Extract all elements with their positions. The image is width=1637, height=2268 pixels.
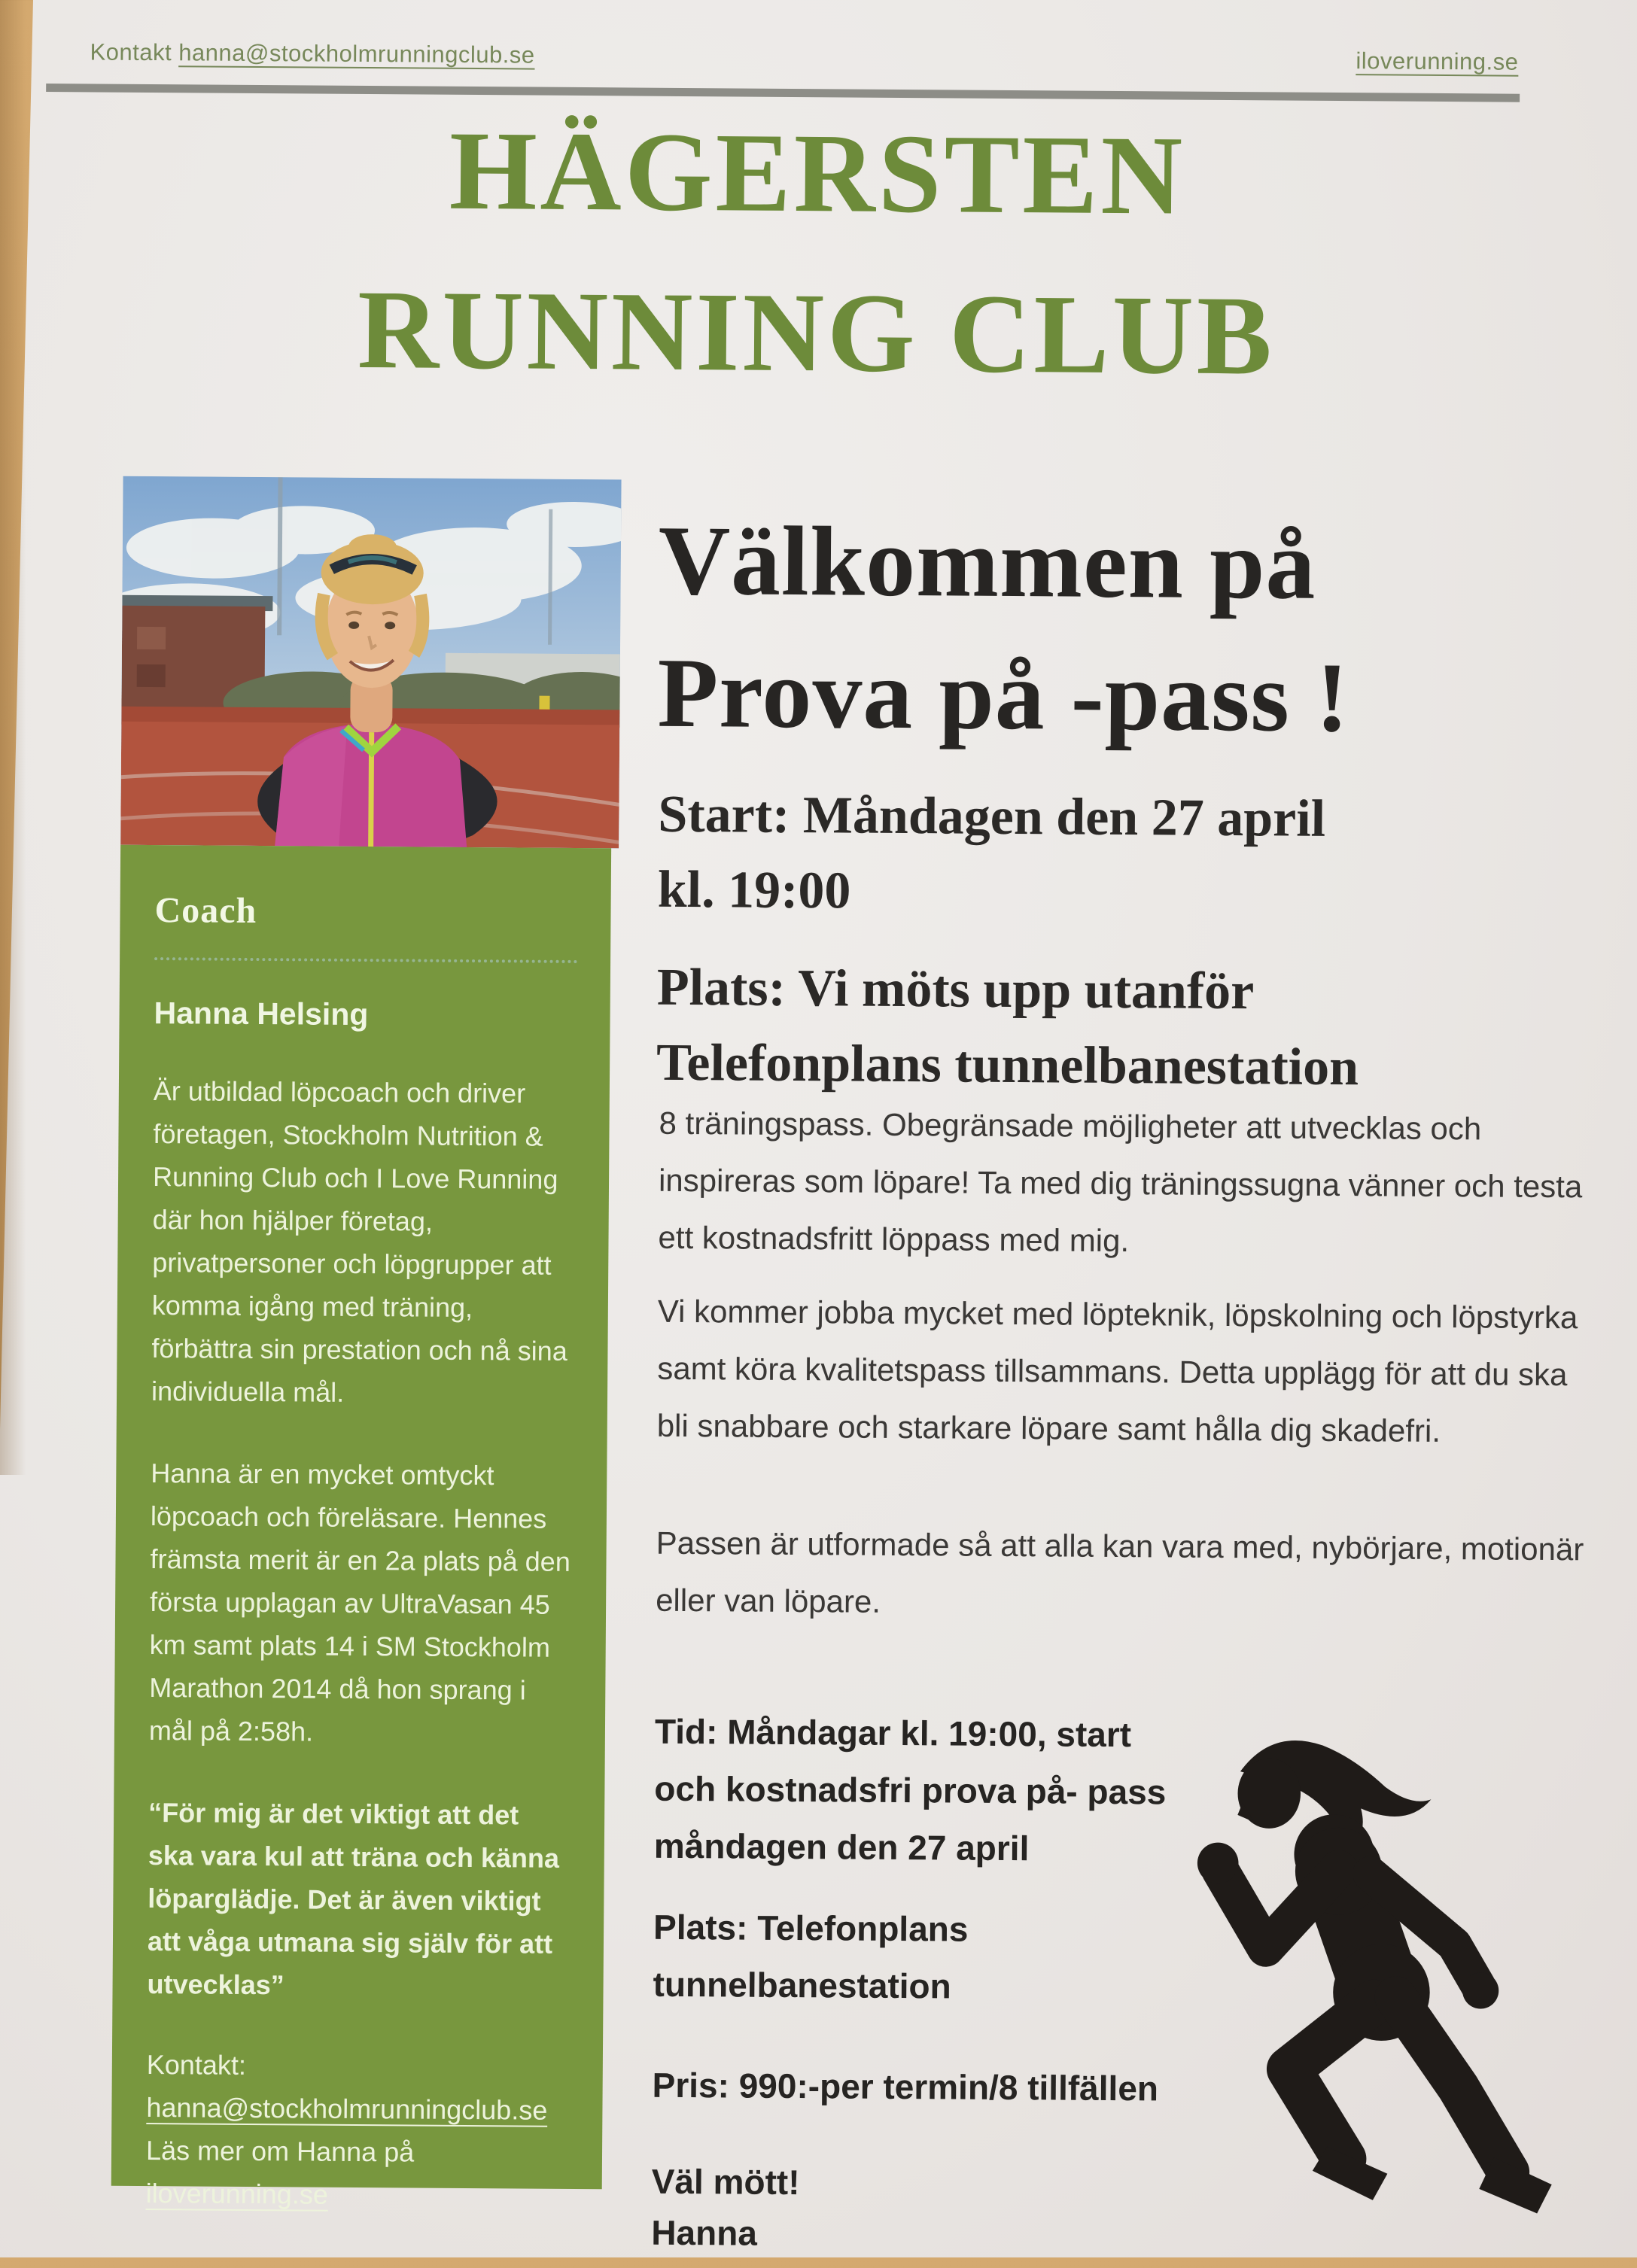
contact-label: Kontakt xyxy=(90,38,172,66)
tid-line-3: måndagen den 27 april xyxy=(653,1826,1030,1868)
tid-line-2: och kostnadsfri prova på- pass xyxy=(654,1768,1167,1812)
header-website-link[interactable]: iloverunning.se xyxy=(1356,47,1519,75)
contact-header xyxy=(90,38,534,68)
plats-heading xyxy=(656,950,1613,1108)
body-paragraph-1: 8 träningspass. Obegränsade möjligheter att utvecklas och inspireras som löpare! Ta med dig träningssugna vänner och testa ett kostnadsfritt löppass med mig. xyxy=(658,1105,1583,1259)
page-title xyxy=(0,88,1636,418)
coach-photo-art xyxy=(120,476,621,849)
title-line-2: RUNNING CLUB xyxy=(357,266,1276,399)
title-line-1: HÄGERSTEN xyxy=(449,108,1186,239)
welcome-line-1: Välkommen på xyxy=(658,504,1317,620)
plats-info-line-1: Plats: Telefonplans xyxy=(653,1907,969,1949)
closing-greeting: Väl mött! xyxy=(651,2161,800,2203)
coach-photo xyxy=(120,476,621,849)
header-email-link[interactable]: hanna@stockholmrunningclub.se xyxy=(178,39,535,68)
sidebar-contact-label: Kontakt: xyxy=(146,2049,247,2081)
body-paragraph-2: Vi kommer jobba mycket med löpteknik, löpskolning och löpstyrka samt köra kvalitetspass tillsammans. Detta upplägg för att du ska bli snabbare och starkare löpare samt hålla dig skadefri. xyxy=(656,1293,1578,1449)
tid-line-1: Tid: Måndagar kl. 19:00, start xyxy=(654,1711,1132,1755)
coach-sidebar xyxy=(111,845,611,2210)
start-line-2: kl. 19:00 xyxy=(657,860,851,920)
closing-signature: Hanna xyxy=(651,2212,758,2253)
flyer-header xyxy=(90,38,1518,75)
coach-bio-2: Hanna är en mycket omtyckt löpcoach och föreläsare. Hennes främsta merit är en 2a plats på den första upplagan av UltraVasan 45 km samt plats 14 i SM Stockholm Marathon 2014 då hon sprang i mål på 2:58h. xyxy=(148,1458,571,1747)
plats-line-1: Plats: Vi möts upp utanför xyxy=(656,958,1255,1021)
sidebar-email-link[interactable]: hanna@stockholmrunningclub.se xyxy=(146,2092,548,2126)
price-line: Pris: 990:-per termin/8 tillfällen xyxy=(652,2065,1159,2108)
sidebar-contact xyxy=(145,2043,570,2218)
sidebar-heading: Coach xyxy=(154,890,257,932)
coach-quote: “För mig är det viktigt att det ska vara kul att träna och känna löparglädje. Det är även viktigt att våga utmana sig själv för att utvecklas” xyxy=(147,1797,560,2001)
plats-line-2: Telefonplans tunnelbanestation xyxy=(656,1033,1359,1097)
coach-bio-1: Är utbildad löpcoach och driver företagen, Stockholm Nutrition & Running Club och I Love Running där hon hjälper företag, privatpersoner och löpgrupper att komma igång med träning, förbättra sin prestation och nå sina individuella mål. xyxy=(151,1075,567,1408)
body-paragraph-3: Passen är utformade så att alla kan vara med, nybörjare, motionär eller van löpare. xyxy=(656,1525,1584,1619)
start-heading xyxy=(657,777,1614,935)
start-line-1: Start: Måndagen den 27 april xyxy=(658,785,1326,848)
plats-info-line-2: tunnelbanestation xyxy=(653,1964,951,2006)
welcome-heading xyxy=(657,494,1607,766)
coach-name: Hanna Helsing xyxy=(154,996,369,1032)
sidebar-readmore-text: Läs mer om Hanna på xyxy=(145,2135,415,2168)
runner-silhouette-icon xyxy=(1164,1704,1567,2263)
sidebar-divider xyxy=(154,957,577,963)
sidebar-website-link[interactable]: iloverunning.se xyxy=(145,2178,328,2210)
welcome-line-2: Prova på -pass ! xyxy=(657,637,1350,753)
